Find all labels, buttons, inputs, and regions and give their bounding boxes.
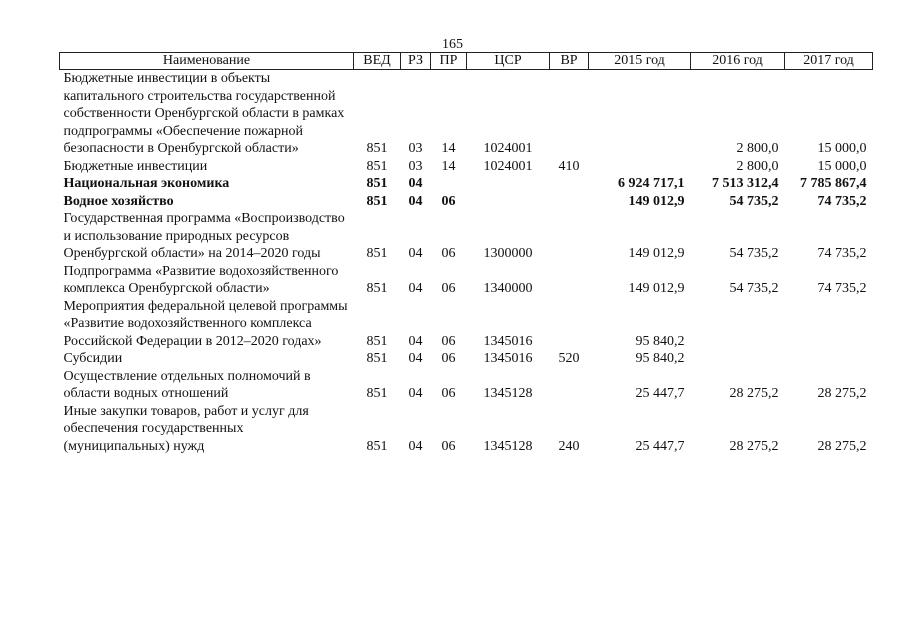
row-ved: 851 [366,281,388,296]
row-name: Осуществление отдельных полномочий в области водных отношений [63,368,311,401]
row-csr: 1024001 [483,158,533,174]
header-2017: 2017 год [785,53,873,70]
row-2015: 149 012,9 [628,281,685,296]
row-rz: 04 [408,386,423,401]
header-pr: ПР [431,53,467,70]
table-row [60,403,873,456]
table-row [60,263,873,298]
row-csr: 1024001 [483,141,533,156]
row-ved: 851 [366,246,388,261]
row-2016: 54 735,2 [729,281,779,296]
table-row [60,210,873,263]
row-name: Национальная экономика [63,176,230,191]
row-rz: 04 [408,281,423,296]
row-ved: 851 [366,351,388,366]
table-row [60,175,873,193]
row-2017: 15 000,0 [817,141,867,156]
table-row [60,70,873,158]
row-2017: 74 735,2 [817,193,867,209]
row-vr [550,70,589,158]
row-2016: 28 275,2 [729,438,779,454]
budget-table [59,52,873,455]
header-2015: 2015 год [589,53,691,70]
row-rz: 04 [408,246,423,261]
row-2015: 25 447,7 [635,438,685,454]
row-csr: 1300000 [483,246,533,261]
row-2016: 28 275,2 [729,386,779,401]
row-pr: 06 [441,438,456,454]
table-row [60,350,873,368]
row-pr: 06 [441,281,456,296]
row-2017 [785,350,873,368]
row-csr [467,193,550,211]
table-row [60,193,873,211]
page-number: 165 [442,37,463,52]
table-row [60,158,873,176]
row-vr: 410 [558,158,580,174]
row-csr: 1345016 [483,351,533,366]
row-2016: 7 513 312,4 [712,176,779,191]
row-rz: 04 [408,193,423,209]
table-header-row [60,53,873,70]
row-2015: 149 012,9 [628,193,685,209]
row-name: Бюджетные инвестиции [63,158,208,174]
row-pr: 06 [441,246,456,261]
row-2016 [691,298,785,351]
row-2017: 74 735,2 [817,281,867,296]
row-2015: 95 840,2 [635,351,685,366]
header-csr: ЦСР [467,53,550,70]
row-rz: 04 [408,438,423,454]
row-csr: 1340000 [483,281,533,296]
row-ved: 851 [366,176,388,191]
row-rz: 04 [408,333,423,349]
row-2016: 2 800,0 [736,158,779,174]
row-vr [550,368,589,403]
row-2016: 2 800,0 [736,141,779,156]
row-rz: 03 [408,158,423,174]
row-vr: 240 [558,438,580,454]
row-vr [550,263,589,298]
row-2017: 28 275,2 [817,438,867,454]
row-vr [550,210,589,263]
row-csr [467,175,550,193]
header-2016: 2016 год [691,53,785,70]
row-2015 [589,70,691,158]
row-2015: 6 924 717,1 [618,176,685,191]
row-pr [431,175,467,193]
row-rz: 03 [408,141,423,156]
header-name: Наименование [60,53,354,70]
table-row [60,368,873,403]
row-2017 [785,298,873,351]
header-ved: ВЕД [354,53,401,70]
row-2015: 95 840,2 [635,333,685,349]
row-ved: 851 [366,193,388,209]
header-rz: РЗ [401,53,431,70]
row-name: Субсидии [63,351,123,366]
row-pr: 06 [441,193,456,209]
row-name: Водное хозяйство [63,193,174,209]
row-pr: 14 [441,158,456,174]
row-2016: 54 735,2 [729,193,779,209]
row-ved: 851 [366,386,388,401]
row-name: Государственная программа «Воспроизводство и использование природных ресурсов Оренбургской области» на 2014–2020 годы [63,211,345,261]
row-csr: 1345128 [483,386,533,401]
row-ved: 851 [366,158,388,174]
header-vr: ВР [550,53,589,70]
row-pr: 06 [441,333,456,349]
table-row [60,298,873,351]
row-name: Бюджетные инвестиции в объекты капитального строительства государственной собственности Оренбургской области в рамках подпрограммы «Обеспечение пожарной безопасности в Оренбургской области» [63,71,345,156]
row-pr: 14 [441,141,456,156]
row-2016: 54 735,2 [729,246,779,261]
row-csr: 1345016 [483,333,533,349]
row-2017: 15 000,0 [817,158,867,174]
row-vr [550,193,589,211]
row-2017: 7 785 867,4 [800,176,867,191]
row-2017: 74 735,2 [817,246,867,261]
row-vr: 520 [558,351,580,366]
row-pr: 06 [441,386,456,401]
row-2015: 149 012,9 [628,246,685,261]
row-2015 [589,158,691,176]
row-rz: 04 [408,351,423,366]
row-pr: 06 [441,351,456,366]
row-2015: 25 447,7 [635,386,685,401]
row-vr [550,298,589,351]
row-csr: 1345128 [483,438,533,454]
row-2016 [691,350,785,368]
row-ved: 851 [366,141,388,156]
row-name: Иные закупки товаров, работ и услуг для обеспечения государственных (муниципальных) нужд [63,403,309,454]
row-ved: 851 [366,333,388,349]
row-name: Подпрограмма «Развитие водохозяйственного комплекса Оренбургской области» [63,263,339,296]
row-rz: 04 [408,176,423,191]
row-name: Мероприятия федеральной целевой программы «Развитие водохозяйственного комплекса Российской Федерации в 2012–2020 годах» [63,298,348,349]
row-2017: 28 275,2 [817,386,867,401]
row-vr [550,175,589,193]
row-ved: 851 [366,438,388,454]
